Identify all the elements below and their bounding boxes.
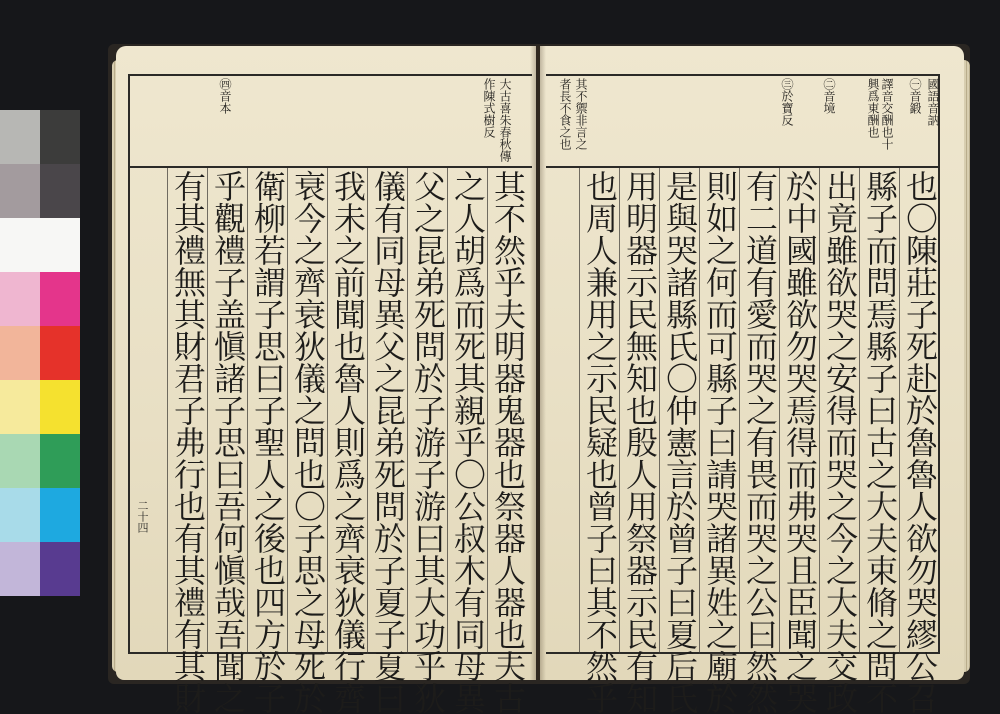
color-chip: [0, 434, 40, 488]
column-rule: [447, 168, 448, 654]
color-chip: [40, 272, 80, 326]
left-column-2: 之人胡爲而死其親乎〇公叔木有同母異: [449, 170, 487, 714]
right-column-2: 縣子而問焉縣子曰古之大夫束脩之問不: [861, 170, 899, 714]
right-headnote-6: ㊂於寶反: [780, 78, 794, 126]
color-chip: [0, 272, 40, 326]
column-rule: [619, 168, 620, 654]
color-chip: [40, 326, 80, 380]
color-chip: [0, 326, 40, 380]
column-rule: [659, 168, 660, 654]
left-column-8: 乎觀禮子盖愼諸子思曰吾何愼哉吾聞之: [209, 170, 247, 714]
column-rule: [739, 168, 740, 654]
color-checker-strip: [0, 110, 80, 600]
color-chip: [0, 164, 40, 218]
column-rule: [779, 168, 780, 654]
right-headnote-5: ㊁音境: [822, 78, 836, 114]
right-column-6: 則如之何而可縣子曰請哭諸異姓之廟於: [701, 170, 739, 714]
left-headnote-3: ㊃音本: [218, 78, 232, 114]
column-rule: [407, 168, 408, 654]
left-column-1: 其不然乎夫明器鬼器也祭器人器也夫古: [489, 170, 527, 714]
left-column-7: 衛柳若謂子思曰子聖人之後也四方於子: [249, 170, 287, 714]
column-rule: [327, 168, 328, 654]
right-column-4: 於中國雖欲勿哭焉得而弗哭且臣聞之哭: [781, 170, 819, 714]
right-column-9: 也周人兼用之示民疑也曾子曰其不然乎: [581, 170, 619, 714]
column-rule: [579, 168, 580, 654]
right-column-5: 有二道有愛而哭之有畏而哭之公曰然然: [741, 170, 779, 714]
left-column-5: 我未之前聞也魯人則爲之齊衰狄儀行齊: [329, 170, 367, 714]
column-rule: [287, 168, 288, 654]
column-rule: [207, 168, 208, 654]
color-chip: [40, 434, 80, 488]
color-chip: [40, 380, 80, 434]
color-chip: [40, 218, 80, 272]
column-rule: [819, 168, 820, 654]
right-column-1: 也〇陳莊子死赴於魯魯人欲勿哭繆公召: [901, 170, 939, 714]
color-chip: [40, 110, 80, 164]
left-headnote-2: 作陳式樹反: [482, 78, 496, 138]
right-headnote-3: 譯音交酬也十: [880, 78, 894, 150]
color-chip: [0, 110, 40, 164]
color-chip: [40, 488, 80, 542]
right-upper-note-1: 其不禦非言之: [574, 78, 588, 150]
column-rule: [859, 168, 860, 654]
column-rule: [167, 168, 168, 654]
column-rule: [247, 168, 248, 654]
right-column-8: 用明器示民無知也殷人用祭器示民有知: [621, 170, 659, 714]
color-chip: [0, 218, 40, 272]
column-rule: [899, 168, 900, 654]
right-headnote-2: 國語音訥: [926, 78, 940, 126]
color-chip: [0, 380, 40, 434]
right-headnote-4: 興爲東酬也: [866, 78, 880, 138]
column-rule: [367, 168, 368, 654]
left-column-9: 有其禮無其財君子弗行也有其禮有其財: [169, 170, 207, 714]
right-header-rule: [546, 166, 940, 168]
color-chip: [40, 542, 80, 596]
column-rule: [487, 168, 488, 654]
color-chip: [0, 542, 40, 596]
right-column-3: 出竟雖欲哭之安得而哭之今之大夫交政: [821, 170, 859, 714]
right-column-7: 是與哭諸縣氏〇仲憲言於曾子曰夏后氏: [661, 170, 699, 714]
left-headnote-1: 大古喜朱春秋傳: [498, 78, 512, 162]
book-gutter: [530, 46, 546, 680]
column-rule: [699, 168, 700, 654]
color-chip: [0, 488, 40, 542]
right-upper-note-2: 者長不食之也: [558, 78, 572, 150]
left-column-4: 儀有同母異父之昆弟死問於子夏子夏曰: [369, 170, 407, 714]
left-header-rule: [128, 166, 532, 168]
right-headnote-1: ㊀音鍛: [908, 78, 922, 114]
page-number: 二十四: [136, 500, 149, 533]
left-column-6: 衰今之齊衰狄儀之問也〇子思之母死於: [289, 170, 327, 714]
left-column-3: 父之昆弟死問於子游子游曰其大功乎狄: [409, 170, 447, 714]
color-chip: [40, 164, 80, 218]
